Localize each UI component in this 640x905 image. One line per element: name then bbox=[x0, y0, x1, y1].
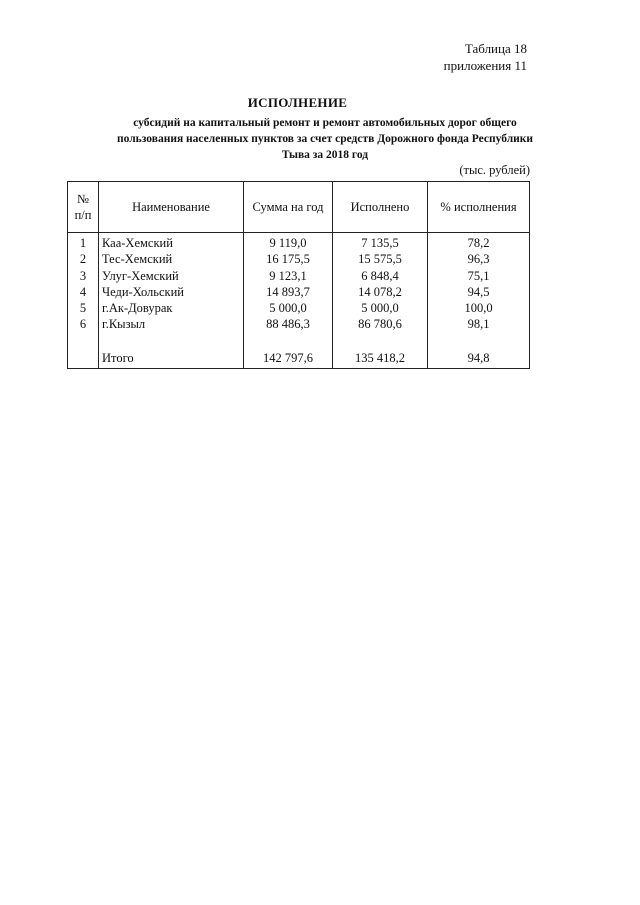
subtitle-line-1: субсидий на капитальный ремонт и ремонт автомобильных дорог общего bbox=[133, 117, 517, 129]
appendix-number: приложения 11 bbox=[443, 58, 527, 73]
done-column bbox=[333, 233, 428, 369]
subtitle-line-3: Тыва за 2018 год bbox=[281, 149, 369, 161]
pct-column bbox=[428, 233, 530, 369]
row-pct: 75,1 bbox=[467, 268, 490, 283]
row-num: 4 bbox=[79, 284, 87, 299]
row-num: 2 bbox=[79, 252, 87, 267]
row-done: 5 000,0 bbox=[361, 301, 399, 316]
row-done: 15 575,5 bbox=[358, 252, 402, 267]
name-column bbox=[99, 233, 244, 369]
row-done: 86 780,6 bbox=[358, 317, 402, 332]
row-sum: 88 486,3 bbox=[266, 317, 310, 332]
table-header-row bbox=[68, 182, 530, 233]
row-sum: 5 000,0 bbox=[269, 301, 307, 316]
total-name: Итого bbox=[102, 350, 134, 365]
num-column bbox=[68, 233, 99, 369]
units-label: (тыс. рублей) bbox=[459, 163, 530, 177]
header-sum: Сумма на год bbox=[244, 182, 333, 233]
row-gap bbox=[68, 333, 98, 350]
subtitle-line-2: пользования населенных пунктов за счет средств Дорожного фонда Республики bbox=[116, 133, 534, 145]
row-name: г.Ак-Довурак bbox=[102, 301, 173, 316]
row-num: 1 bbox=[79, 236, 87, 250]
row-sum: 9 119,0 bbox=[269, 236, 307, 250]
table-body-row bbox=[68, 233, 530, 369]
row-pct: 100,0 bbox=[464, 301, 493, 316]
row-done: 6 848,4 bbox=[361, 268, 399, 283]
execution-table bbox=[67, 181, 530, 369]
row-pct: 78,2 bbox=[467, 236, 490, 250]
row-done: 14 078,2 bbox=[358, 284, 402, 299]
total-num bbox=[68, 350, 98, 366]
row-num: 3 bbox=[79, 268, 87, 283]
header-done: Исполнено bbox=[333, 182, 428, 233]
total-done: 135 418,2 bbox=[355, 350, 405, 365]
row-sum: 16 175,5 bbox=[266, 252, 310, 267]
total-sum: 142 797,6 bbox=[263, 350, 313, 365]
row-done: 7 135,5 bbox=[361, 236, 399, 250]
header-num bbox=[68, 182, 99, 233]
row-pct: 96,3 bbox=[467, 252, 490, 267]
document-title: ИСПОЛНЕНИЕ bbox=[247, 95, 348, 110]
row-sum: 14 893,7 bbox=[266, 284, 310, 299]
row-name: Улуг-Хемский bbox=[102, 268, 179, 283]
header-name: Наименование bbox=[99, 182, 244, 233]
row-gap bbox=[244, 333, 332, 350]
row-name: г.Кызыл bbox=[102, 317, 146, 332]
row-sum: 9 123,1 bbox=[269, 268, 307, 283]
row-pct: 94,5 bbox=[467, 284, 490, 299]
row-name: Чеди-Хольский bbox=[102, 284, 184, 299]
header-num-label: № п/п bbox=[74, 192, 92, 222]
row-gap bbox=[428, 333, 529, 350]
row-name: Тес-Хемский bbox=[102, 252, 173, 267]
row-num: 6 bbox=[79, 317, 87, 332]
table-number: Таблица 18 bbox=[464, 41, 527, 56]
header-pct: % исполнения bbox=[428, 182, 530, 233]
row-name: Каа-Хемский bbox=[102, 236, 173, 250]
row-num: 5 bbox=[79, 301, 87, 316]
document-subtitle bbox=[60, 115, 590, 163]
row-gap bbox=[333, 333, 427, 350]
sum-column bbox=[244, 233, 333, 369]
row-gap bbox=[102, 333, 243, 350]
row-pct: 98,1 bbox=[467, 317, 490, 332]
total-pct: 94,8 bbox=[467, 350, 490, 365]
